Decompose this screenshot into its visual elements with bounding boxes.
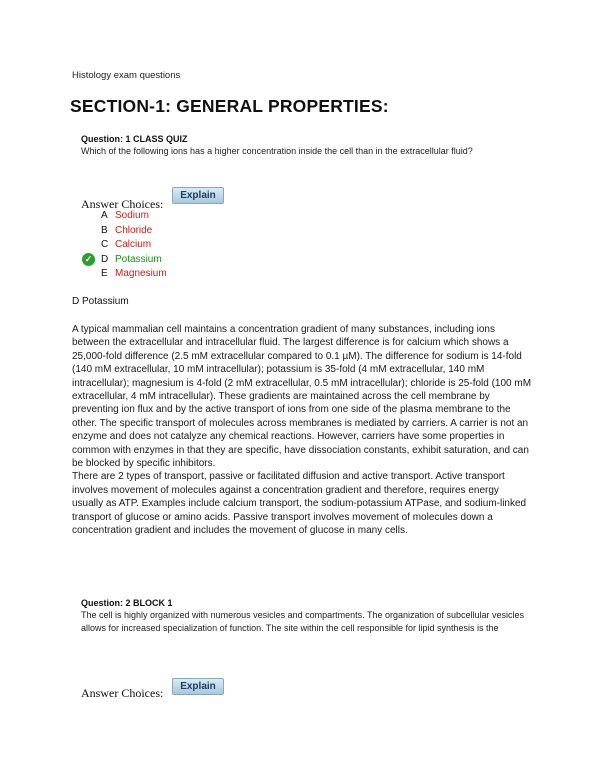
choice-letter: A [101,210,108,221]
checkmark-icon: ✓ [82,253,95,266]
answer-choices-label-2: Answer Choices: [81,686,164,700]
choice-text: Magnesium [115,268,167,279]
choice-letter: D [101,253,109,265]
question-1-text: Which of the following ions has a higher concentration inside the cell than in the extracellular fluid? [81,146,473,156]
section-title: SECTION-1: GENERAL PROPERTIES: [70,96,389,116]
choice-text: Potassium [115,253,162,265]
choice-text: Calcium [115,239,152,250]
document-header-note: Histology exam questions [72,70,181,81]
choice-letter: B [101,224,108,236]
explanation-paragraph-2: There are 2 types of transport, passive or facilitated diffusion and active transport. Active transport involves movement of molecules against a concentration gradient and therefore, requires energy usually as ATP. Examples include calcium transport, the sodium-potassium ATPase, and sodium-linked transport of glucose or amino acids. Passive transport involves movement of molecules down a concentration gradient and includes the movement of glucose in many cells. [72,471,527,537]
correct-answer-statement: D Potassium [72,296,129,307]
answer-choices-label-1: Answer Choices: [81,197,164,211]
choice-letter: E [101,268,108,279]
choice-text: Sodium [115,210,149,221]
choice-text: Chloride [115,224,153,236]
answer-choice-c[interactable] [82,238,282,253]
answer-choice-b[interactable] [82,224,282,239]
answer-choice-d[interactable] [82,253,282,268]
question-2-text: The cell is highly organized with numerous vesicles and compartments. The organization of subcellular vesicles allows for increased specialization of function. The site within the cell responsible for lipid synthesis is the [81,610,525,633]
correct-answer-marker [82,253,96,267]
answer-explanation [72,323,532,538]
explain-button-2[interactable]: Explain [172,678,224,695]
question-2-label: Question: 2 BLOCK 1 [81,598,173,608]
answer-choice-a[interactable] [82,209,282,224]
question-1-label: Question: 1 CLASS QUIZ [81,134,188,144]
answer-choice-list-1 [82,209,282,282]
explain-button-1[interactable]: Explain [172,187,224,204]
answer-choice-e[interactable] [82,267,282,282]
explanation-paragraph-1: A typical mammalian cell maintains a concentration gradient of many substances, including ions between the extracellular and intracellular fluid. The largest difference is for calcium which shows a 25,000-fold difference (2.5 mM extracellular compared to 0.1 µM). The difference for sodium is 14-fold (140 mM extracellular, 10 mM intracellular); potassium is 35-fold (4 mM extracellular, 140 mM intracellular); magnesium is 4-fold (2 mM extracellular, 0.5 mM intracellular); chloride is 25-fold (100 mM extracellular, 4 mM intracellular). These gradients are maintained across the cell membrane by preventing ion flux and by the active transport of ions from one side of the plasma membrane to the other. The specific transport of molecules across membranes is mediated by carriers. A carrier is not an enzyme and does not catalyze any chemical reactions. However, carriers have some properties in common with enzymes in that they are specific, have dissociation constants, exhibit saturation, and can be blocked by specific inhibitors. [72,324,532,470]
choice-letter: C [101,239,109,250]
